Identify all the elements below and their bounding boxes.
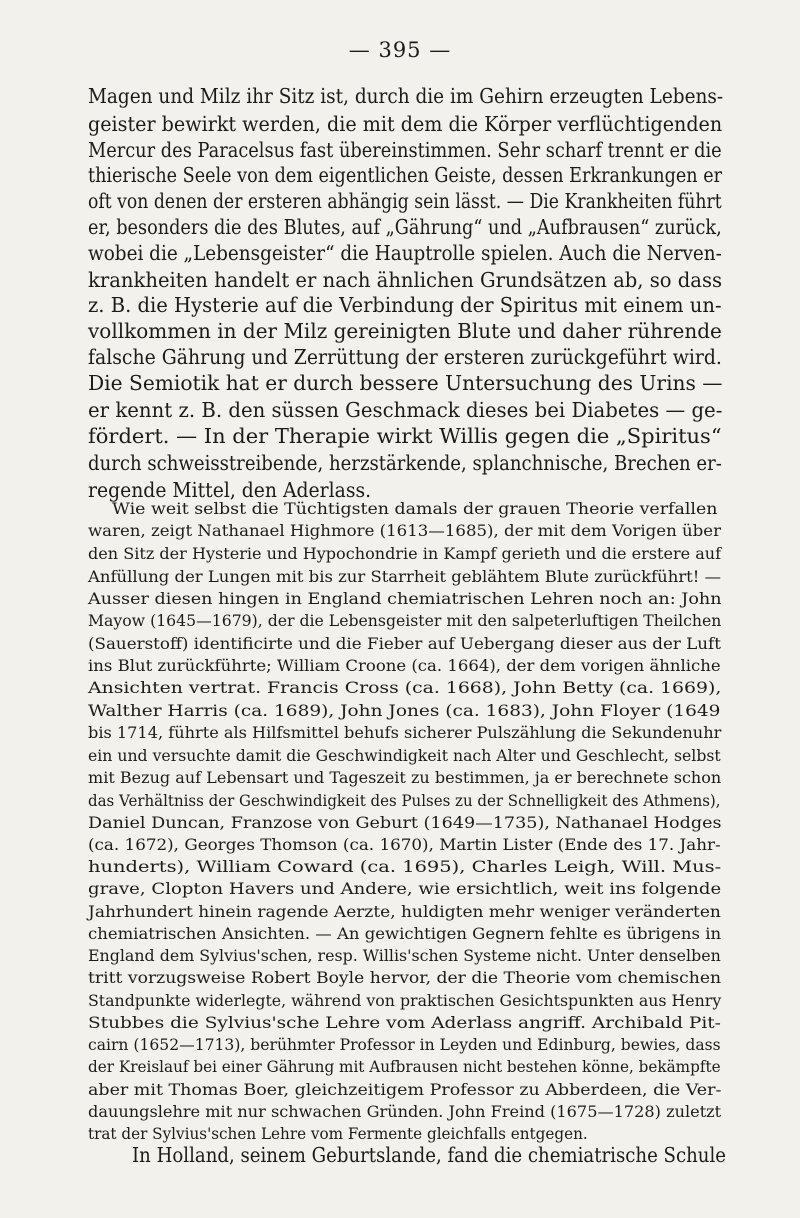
text-line: durch schweisstreibende, herzstärkende, splanchnische, Brechen er- xyxy=(88,451,722,475)
final-line: In Holland, seinem Geburtslande, fand die chemiatrische Schule xyxy=(132,1143,726,1167)
text-line: Wie weit selbst die Tüchtigsten damals der grauen Theorie verfallen xyxy=(112,500,718,518)
text-line: fördert. — In der Therapie wirkt Willis gegen die „Spiritus“ xyxy=(88,424,722,448)
text-line: dauungslehre mit nur schwachen Gründen. John Freind (1675—1728) zuletzt xyxy=(88,1103,722,1121)
text-line: bis 1714, führte als Hilfsmittel behufs sicherer Pulszählung die Sekundenuhr xyxy=(88,724,722,742)
text-line: tritt vorzugsweise Robert Boyle hervor, der die Theorie vom chemischen xyxy=(88,969,722,987)
text-line: trat der Sylvius'schen Lehre vom Fermente gleichfalls entgegen. xyxy=(88,1125,588,1143)
text-line: Mayow (1645—1679), der die Lebensgeister mit den salpeterluftigen Theilchen xyxy=(88,612,722,630)
text-line: regende Mittel, den Aderlass. xyxy=(88,478,372,502)
text-line: ein und versuchte damit die Geschwindigkeit nach Alter und Geschlecht, selbst xyxy=(88,747,721,765)
text-line: England dem Sylvius'schen, resp. Willis'schen Systeme nicht. Unter denselben xyxy=(88,947,721,965)
text-line: krankheiten handelt er nach ähnlichen Grundsätzen ab, so dass xyxy=(88,268,723,292)
text-line: chemiatrischen Ansichten. — An gewichtigen Gegnern fehlte es übrigens in xyxy=(88,925,722,943)
text-line: Standpunkte widerlegte, während von praktischen Gesichtspunkten aus Henry xyxy=(88,992,722,1010)
text-line: z. B. die Hysterie auf die Verbindung der Spiritus mit einem un- xyxy=(88,293,722,317)
text-line: thierische Seele von dem eigentlichen Geiste, dessen Erkrankungen er xyxy=(88,163,723,187)
text-line: Daniel Duncan, Franzose von Geburt (1649—1735), Nathanael Hodges xyxy=(88,814,722,832)
text-line: waren, zeigt Nathanael Highmore (1613—1685), der mit dem Vorigen über xyxy=(88,522,722,540)
text-line: (ca. 1672), Georges Thomson (ca. 1670), Martin Lister (Ende des 17. Jahr- xyxy=(88,836,721,854)
text-line: vollkommen in der Milz gereinigten Blute und daher rührende xyxy=(88,319,722,343)
text-line: wobei die „Lebensgeister“ die Hauptrolle spielen. Auch die Nerven- xyxy=(88,241,722,265)
text-line: grave, Clopton Havers und Andere, wie ersichtlich, weit ins folgende xyxy=(88,880,722,898)
text-line: mit Bezug auf Lebensart und Tageszeit zu bestimmen, ja er berechnete schon xyxy=(88,769,722,787)
text-line: Mercur des Paracelsus fast übereinstimmen. Sehr scharf trennt er die xyxy=(88,138,722,162)
text-line: ins Blut zurückführte; William Croone (ca. 1664), der dem vorigen ähnliche xyxy=(88,657,721,675)
text-line: cairn (1652—1713), berühmter Professor in Leyden und Edinburg, bewies, dass xyxy=(88,1036,721,1054)
text-line: Jahrhundert hinein ragende Aerzte, huldigten mehr weniger veränderten xyxy=(88,903,721,921)
text-line: Stubbes die Sylvius'sche Lehre vom Aderlass angriff. Archibald Pit- xyxy=(88,1014,721,1032)
page-number: — 395 — xyxy=(348,38,452,62)
text-line: aber mit Thomas Boer, gleichzeitigem Professor zu Abberdeen, die Ver- xyxy=(88,1081,722,1099)
text-line: Walther Harris (ca. 1689), John Jones (ca. 1683), John Floyer (1649 xyxy=(88,702,721,720)
text-line: Anfüllung der Lungen mit bis zur Starrheit geblähtem Blute zurückführt! — xyxy=(88,568,722,586)
text-line: hunderts), William Coward (ca. 1695), Charles Leigh, Will. Mus- xyxy=(88,858,722,876)
text-line: geister bewirkt werden, die mit dem die Körper verflüchtigenden xyxy=(88,112,723,136)
text-line: Die Semiotik hat er durch bessere Untersuchung des Urins — xyxy=(88,371,723,395)
text-line: falsche Gährung und Zerrüttung der ersteren zurückgeführt wird. xyxy=(88,345,722,369)
text-line: (Sauerstoff) identificirte und die Fieber auf Uebergang dieser aus der Luft xyxy=(88,635,721,653)
text-line: den Sitz der Hysterie und Hypochondrie in Kampf gerieth und die erstere auf xyxy=(88,545,722,563)
text-line: er, besonders die des Blutes, auf „Gährung“ und „Aufbrausen“ zurück, xyxy=(88,215,722,239)
text-line: Magen und Milz ihr Sitz ist, durch die im Gehirn erzeugten Lebens- xyxy=(88,84,724,108)
text-line: er kennt z. B. den süssen Geschmack dieses bei Diabetes — ge- xyxy=(88,398,723,422)
text-line: Ausser diesen hingen in England chemiatrischen Lehren noch an: John xyxy=(88,590,722,608)
text-line: der Kreislauf bei einer Gährung mit Aufbrausen nicht bestehen könne, bekämpfte xyxy=(88,1058,721,1076)
text-line: das Verhältniss der Geschwindigkeit des Pulses zu der Schnelligkeit des Athmens), xyxy=(88,792,721,810)
text-line: oft von denen der ersteren abhängig sein lässt. — Die Krankheiten führt xyxy=(88,189,722,213)
text-line: Ansichten vertrat. Francis Cross (ca. 1668), John Betty (ca. 1669), xyxy=(88,679,722,697)
